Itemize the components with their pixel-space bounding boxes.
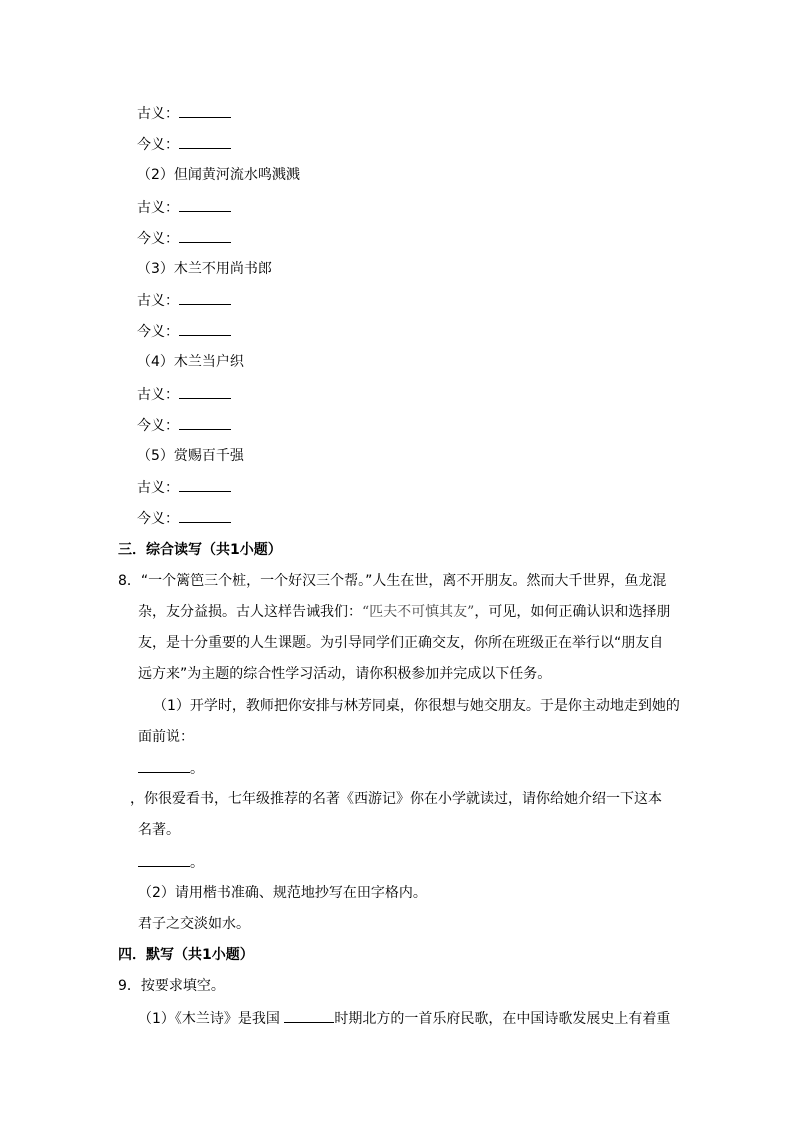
task-1-line-2: 面前说： (138, 729, 194, 745)
task-1-line-1: （1）开学时，教师把你安排与林芳同桌，你很想与她交朋友。于是你主动地走到她的 (153, 698, 680, 714)
ancient-meaning-line-4 (137, 384, 231, 405)
task-1-answer-1 (138, 758, 204, 779)
modern-meaning-label: 今义： (137, 418, 179, 434)
end-mark: 。 (190, 855, 204, 871)
question-text: 按要求填空。 (140, 978, 225, 994)
answer-blank[interactable] (179, 384, 231, 399)
answer-blank[interactable] (179, 477, 231, 492)
task-1-line-4: 名著。 (138, 822, 180, 838)
task-2-line: （2）请用楷书准确、规范地抄写在田字格内。 (138, 885, 427, 901)
question-number: 8． (118, 573, 141, 589)
modern-meaning-line-1 (137, 134, 231, 155)
ancient-meaning-label: 古义： (137, 106, 179, 122)
ancient-meaning-line-1 (137, 103, 231, 124)
modern-meaning-label: 今义： (137, 324, 179, 340)
task-1-line-3: ，你很爱看书，七年级推荐的名著《西游记》你在小学就读过，请你给她介绍一下这本 (130, 791, 662, 807)
sub-question-3: （3）木兰不用尚书郎 (137, 261, 272, 277)
modern-meaning-label: 今义： (137, 511, 179, 527)
answer-blank[interactable] (179, 508, 231, 523)
end-mark: 。 (190, 761, 204, 777)
answer-blank[interactable] (179, 228, 231, 243)
modern-meaning-line-2 (137, 228, 231, 249)
modern-meaning-line-3 (137, 321, 231, 342)
answer-blank[interactable] (179, 103, 231, 118)
modern-meaning-label: 今义： (137, 231, 179, 247)
section-heading-4: 四．默写（共1小题） (118, 947, 254, 963)
sub-question-5: （5）赏赐百千强 (137, 448, 244, 464)
question-8-line-4: 远方来”为主题的综合性学习活动，请你积极参加并完成以下任务。 (138, 666, 552, 682)
answer-blank[interactable] (179, 134, 231, 149)
section-heading-3: 三．综合读写（共1小题） (118, 542, 282, 558)
question-text: （1）《木兰诗》是我国 (138, 1011, 280, 1027)
question-8-line-1 (118, 571, 666, 591)
question-text: “一个篱笆三个桩，一个好汉三个帮。”人生在世，离不开朋友。然而大千世界，鱼龙混 (140, 573, 667, 589)
task-1-answer-2 (138, 852, 204, 873)
question-9-sub-1 (138, 1008, 670, 1029)
question-text: 杂，友分益损。古人这样告诫我们： (138, 604, 362, 620)
question-text: ，可见，如何正确认识和选择朋 (474, 604, 671, 620)
ancient-meaning-line-5 (137, 477, 231, 498)
modern-meaning-label: 今义： (137, 137, 179, 153)
answer-blank[interactable] (179, 290, 231, 305)
sub-question-2: （2）但闻黄河流水鸣溅溅 (137, 167, 300, 183)
modern-meaning-line-4 (137, 415, 231, 436)
ancient-meaning-line-2 (137, 197, 231, 218)
question-8-line-2 (138, 602, 670, 622)
copy-text: 君子之交淡如水。 (138, 916, 250, 932)
question-9-line (118, 976, 225, 996)
answer-blank[interactable] (179, 197, 231, 212)
question-number: 9． (118, 978, 141, 994)
modern-meaning-line-5 (137, 508, 231, 529)
answer-blank[interactable] (179, 415, 231, 430)
quoted-saying: “匹夫不可慎其友” (362, 604, 475, 620)
ancient-meaning-label: 古义： (137, 480, 179, 496)
ancient-meaning-line-3 (137, 290, 231, 311)
question-text: 时期北方的一首乐府民歌，在中国诗歌发展史上有着重 (334, 1011, 671, 1027)
ancient-meaning-label: 古义： (137, 387, 179, 403)
answer-blank[interactable] (138, 852, 190, 867)
answer-blank[interactable] (138, 758, 190, 773)
ancient-meaning-label: 古义： (137, 200, 179, 216)
sub-question-4: （4）木兰当户织 (137, 354, 244, 370)
answer-blank[interactable] (284, 1008, 334, 1023)
question-8-line-3: 友，是十分重要的人生课题。为引导同学们正确交友，你所在班级正在举行以“朋友自 (138, 635, 664, 651)
answer-blank[interactable] (179, 321, 231, 336)
ancient-meaning-label: 古义： (137, 293, 179, 309)
